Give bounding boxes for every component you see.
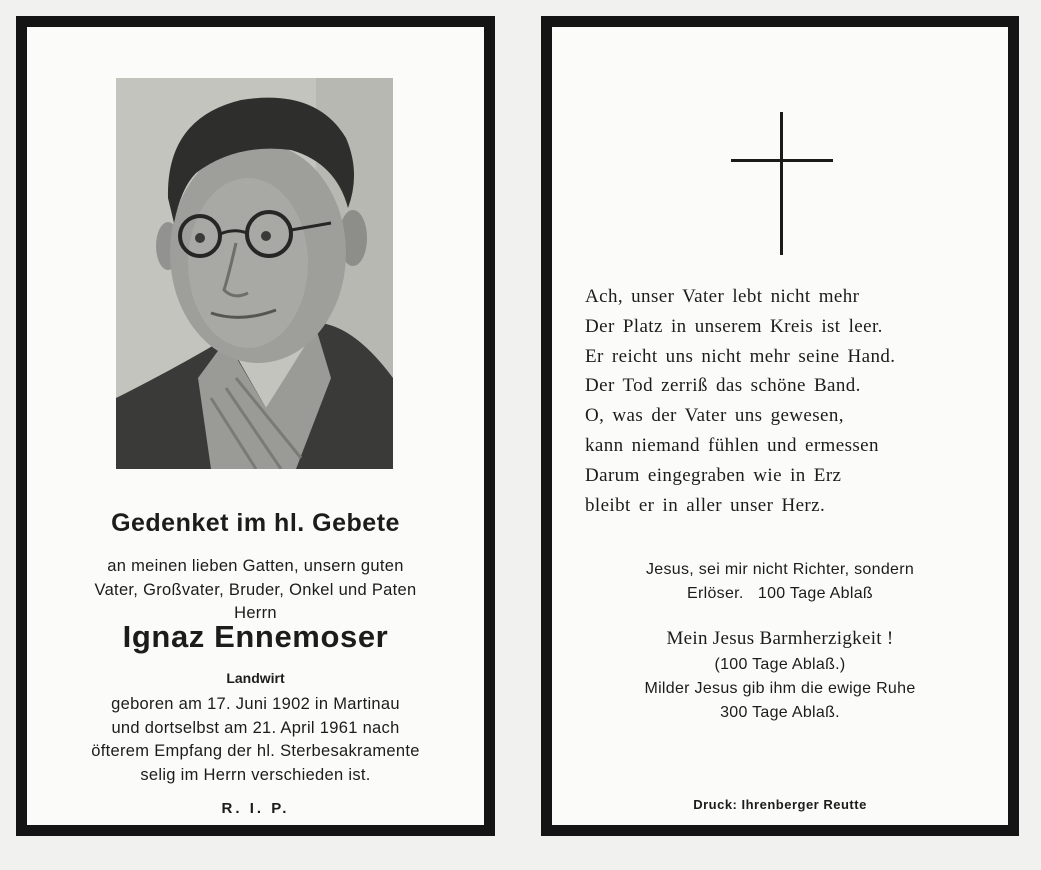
bio-line: und dortselbst am 21. April 1961 nach: [111, 718, 400, 737]
poem-line: O, was der Vater uns gewesen,: [585, 405, 844, 427]
poem: [585, 282, 985, 520]
poem-line: bleibt er in aller unser Herz.: [585, 494, 826, 516]
rip-text: R. I. P.: [221, 800, 290, 817]
bio-text: [27, 693, 484, 787]
prayer-text: [552, 558, 1008, 606]
intro-line: Vater, Großvater, Bruder, Onkel und Paten: [94, 580, 417, 599]
mercy-line: 300 Tage Ablaß.: [720, 704, 840, 721]
intro-line: Herrn: [234, 604, 277, 622]
cross-icon: [731, 112, 833, 255]
prayer-line: Erlöser. 100 Tage Ablaß: [687, 585, 873, 602]
bio-line: selig im Herrn verschieden ist.: [140, 765, 371, 784]
mercy-text: [552, 653, 1008, 725]
poem-line: Der Tod zerriß das schöne Band.: [585, 375, 861, 397]
poem-line: Darum eingegraben wie in Erz: [585, 464, 842, 486]
poem-line: Der Platz in unserem Kreis ist leer.: [585, 315, 883, 337]
occupation: Landwirt: [226, 670, 285, 686]
poem-line: Er reicht uns nicht mehr seine Hand.: [585, 345, 896, 367]
heading: Gedenket im hl. Gebete: [111, 509, 400, 537]
bio-line: geboren am 17. Juni 1902 in Martinau: [111, 695, 400, 713]
printer-credit: Druck: Ihrenberger Reutte: [693, 797, 867, 812]
intro-line: an meinen lieben Gatten, unsern guten: [107, 557, 404, 575]
portrait-photo: [116, 78, 393, 469]
mercy-title: Mein Jesus Barmherzigkeit !: [666, 628, 894, 649]
memorial-card-back: [541, 16, 1019, 836]
poem-line: Ach, unser Vater lebt nicht mehr: [585, 286, 860, 307]
poem-line: kann niemand fühlen und ermessen: [585, 434, 879, 456]
mercy-line: Milder Jesus gib ihm die ewige Ruhe: [644, 680, 916, 697]
bio-line: öfterem Empfang der hl. Sterbesakramente: [91, 742, 420, 760]
prayer-line: Jesus, sei mir nicht Richter, sondern: [645, 561, 915, 578]
deceased-name: Ignaz Ennemoser: [122, 619, 389, 654]
memorial-card-front: [16, 16, 495, 836]
intro-text: [27, 555, 484, 626]
mercy-line: (100 Tage Ablaß.): [714, 656, 846, 673]
